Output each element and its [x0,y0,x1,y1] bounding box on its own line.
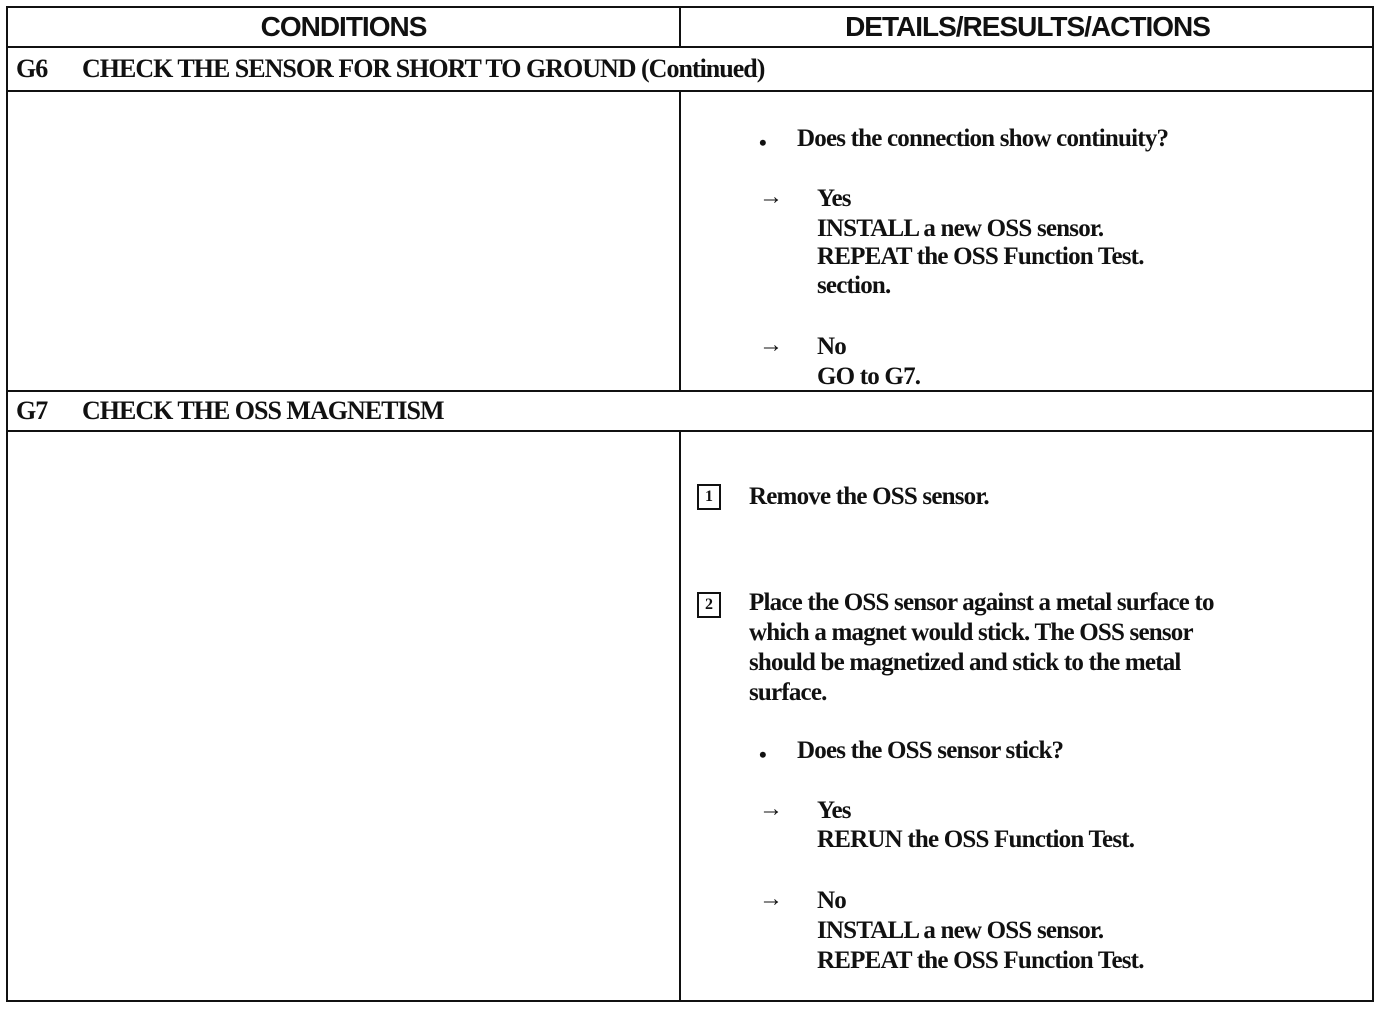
bullet-icon: • [759,742,767,767]
details-header: DETAILS/RESULTS/ACTIONS [845,11,1210,42]
g7-step2-line: Place the OSS sensor against a metal surface to [749,589,1214,616]
g6-details [681,92,1374,390]
g6-no-line: GO to G7. [817,363,921,390]
section-g6-title [8,48,1372,92]
section-g7-title [8,390,1372,432]
g6-no-label: No [817,333,846,360]
g6-yes-line: section. [817,272,891,299]
arrow-right-icon: → [759,886,783,912]
arrow-right-icon: → [759,796,783,822]
bullet-icon: • [759,130,767,155]
g7-no-line: REPEAT the OSS Function Test. [817,947,1144,974]
g7-details [681,432,1374,1002]
section-code: G6 [16,54,48,83]
conditions-header: CONDITIONS [260,11,427,42]
g7-step2-line: which a magnet would stick. The OSS sensor [749,619,1193,646]
arrow-right-icon: → [759,332,783,358]
g7-yes-line: RERUN the OSS Function Test. [817,826,1135,853]
g6-yes-line: REPEAT the OSS Function Test. [817,243,1144,270]
g6-question: Does the connection show continuity? [797,125,1169,152]
g7-step1-text: Remove the OSS sensor. [749,483,989,510]
g6-yes-label: Yes [817,185,851,212]
g7-step2-line: surface. [749,679,827,706]
step-number-box: 1 [697,484,721,510]
table-header [8,8,1372,48]
procedure-table [6,6,1374,1002]
g6-yes-line: INSTALL a new OSS sensor. [817,215,1104,242]
g7-no-line: INSTALL a new OSS sensor. [817,917,1104,944]
g7-step2-line: should be magnetized and stick to the metal [749,649,1181,676]
g7-no-label: No [817,887,846,914]
section-title: CHECK THE SENSOR FOR SHORT TO GROUND (Continued) [82,54,765,83]
section-title: CHECK THE OSS MAGNETISM [82,396,444,425]
g7-yes-label: Yes [817,797,851,824]
arrow-right-icon: → [759,184,783,210]
step-number-box: 2 [697,592,721,618]
section-code: G7 [16,396,48,425]
g7-question: Does the OSS sensor stick? [797,737,1064,764]
